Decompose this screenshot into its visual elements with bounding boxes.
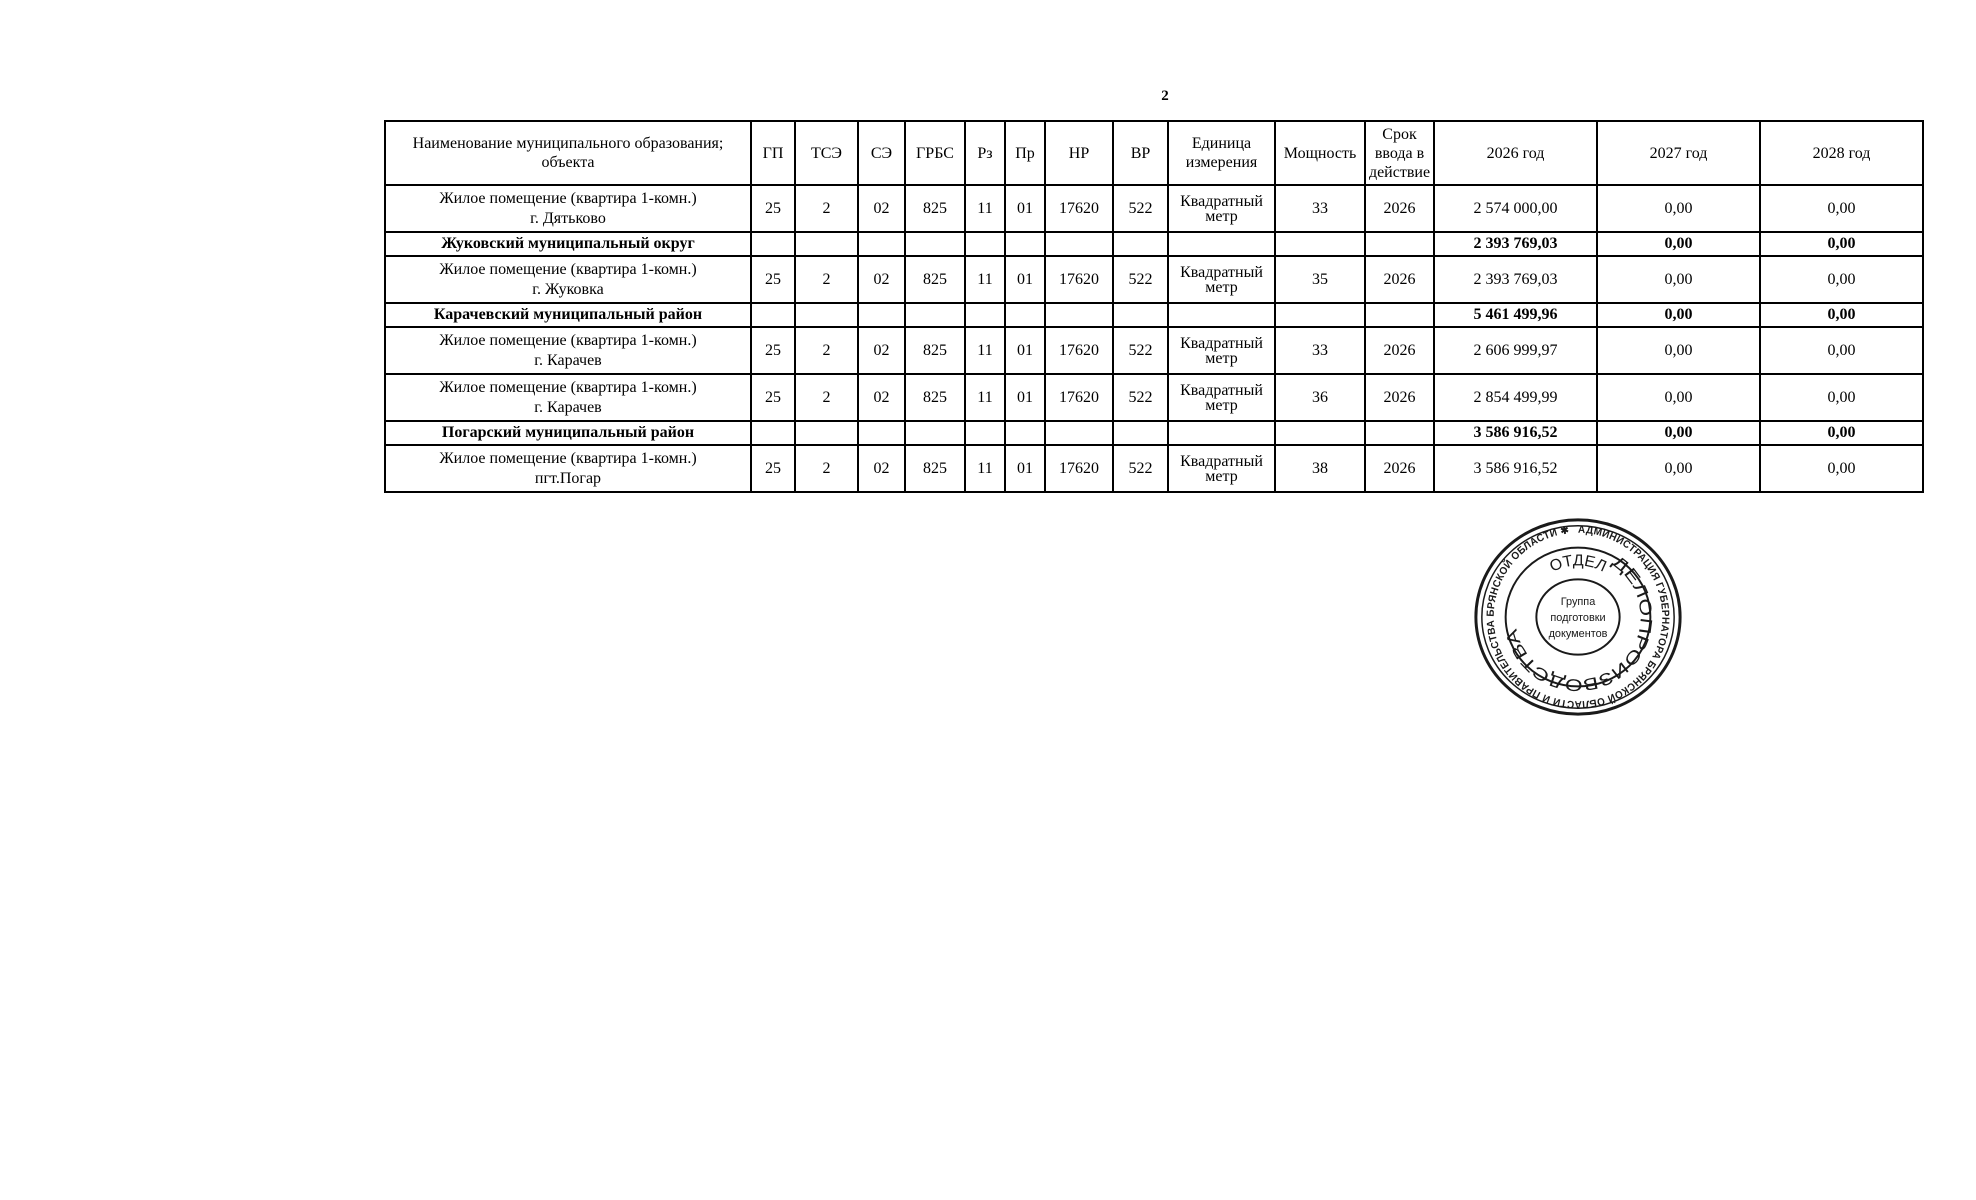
office-stamp (1464, 512, 1692, 722)
svg-text:документов: документов (1548, 627, 1608, 640)
object-name: Жилое помещение (квартира 1-комн.) (439, 260, 697, 278)
table-row (385, 445, 1923, 492)
group-name: Жуковский муниципальный округ (385, 232, 751, 256)
cell-nr: 17620 (1045, 256, 1113, 303)
cell-capacity: 38 (1275, 445, 1365, 492)
cell-tse: 2 (795, 327, 858, 374)
table-body (385, 185, 1923, 492)
cell-gp: 25 (751, 256, 795, 303)
object-name-cell (385, 256, 751, 303)
group-total-2027: 0,00 (1597, 232, 1760, 256)
cell-grbs: 825 (905, 445, 965, 492)
cell-term: 2026 (1365, 445, 1434, 492)
cell-rz: 11 (965, 256, 1005, 303)
cell-2028: 0,00 (1760, 327, 1923, 374)
group-total-2027: 0,00 (1597, 421, 1760, 445)
cell-grbs: 825 (905, 256, 965, 303)
object-name: Жилое помещение (квартира 1-комн.) (439, 449, 697, 467)
cell-pr: 01 (1005, 445, 1045, 492)
object-name-cell (385, 185, 751, 232)
cell-term: 2026 (1365, 327, 1434, 374)
group-name: Погарский муниципальный район (385, 421, 751, 445)
group-total-2028: 0,00 (1760, 303, 1923, 327)
cell-tse: 2 (795, 374, 858, 421)
object-location: г. Карачев (534, 398, 602, 416)
cell-unit: Квадратный метр (1168, 445, 1275, 492)
cell-pr: 01 (1005, 256, 1045, 303)
cell-tse: 2 (795, 445, 858, 492)
group-total-2026: 2 393 769,03 (1434, 232, 1597, 256)
object-name-cell (385, 327, 751, 374)
cell-2026: 2 606 999,97 (1434, 327, 1597, 374)
group-total-2028: 0,00 (1760, 232, 1923, 256)
header-tse: ТСЭ (795, 121, 858, 185)
cell-capacity: 36 (1275, 374, 1365, 421)
object-location: пгт.Погар (534, 469, 602, 487)
cell-2028: 0,00 (1760, 374, 1923, 421)
cell-2026: 3 586 916,52 (1434, 445, 1597, 492)
cell-pr: 01 (1005, 374, 1045, 421)
header-vr: ВР (1113, 121, 1168, 185)
cell-tse: 2 (795, 256, 858, 303)
svg-text:подготовки: подготовки (1550, 611, 1606, 624)
group-total-2028: 0,00 (1760, 421, 1923, 445)
table-row (385, 185, 1923, 232)
object-name: Жилое помещение (квартира 1-комн.) (439, 189, 697, 207)
budget-table (384, 120, 1924, 493)
cell-capacity: 35 (1275, 256, 1365, 303)
cell-nr: 17620 (1045, 445, 1113, 492)
header-capacity: Мощность (1275, 121, 1365, 185)
header-2026: 2026 год (1434, 121, 1597, 185)
object-name: Жилое помещение (квартира 1-комн.) (439, 378, 697, 396)
cell-rz: 11 (965, 327, 1005, 374)
group-row (385, 303, 1923, 327)
group-total-2026: 3 586 916,52 (1434, 421, 1597, 445)
table-row (385, 374, 1923, 421)
page-number: 2 (1161, 88, 1169, 104)
object-location: г. Жуковка (532, 280, 604, 298)
cell-term: 2026 (1365, 256, 1434, 303)
cell-grbs: 825 (905, 327, 965, 374)
object-name-cell (385, 445, 751, 492)
cell-nr: 17620 (1045, 374, 1113, 421)
cell-se: 02 (858, 374, 905, 421)
cell-2028: 0,00 (1760, 185, 1923, 232)
cell-rz: 11 (965, 445, 1005, 492)
header-se: СЭ (858, 121, 905, 185)
header-unit: Единица измерения (1168, 121, 1275, 185)
header-2028: 2028 год (1760, 121, 1923, 185)
cell-gp: 25 (751, 445, 795, 492)
cell-unit: Квадратный метр (1168, 256, 1275, 303)
cell-2027: 0,00 (1597, 445, 1760, 492)
group-total-2027: 0,00 (1597, 303, 1760, 327)
object-name-cell (385, 374, 751, 421)
cell-rz: 11 (965, 185, 1005, 232)
object-name: Жилое помещение (квартира 1-комн.) (439, 331, 697, 349)
cell-capacity: 33 (1275, 327, 1365, 374)
cell-rz: 11 (965, 374, 1005, 421)
header-row (385, 121, 1923, 185)
group-row (385, 421, 1923, 445)
stamp-center-text (1549, 596, 1608, 640)
table-row (385, 256, 1923, 303)
table-row (385, 327, 1923, 374)
cell-2027: 0,00 (1597, 185, 1760, 232)
cell-vr: 522 (1113, 327, 1168, 374)
cell-2026: 2 854 499,99 (1434, 374, 1597, 421)
cell-unit: Квадратный метр (1168, 327, 1275, 374)
cell-2027: 0,00 (1597, 327, 1760, 374)
header-nr: НР (1045, 121, 1113, 185)
header-name: Наименование муниципального образования; объекта (385, 121, 751, 185)
stamp-department-title: ОТДЕЛ (1547, 552, 1609, 576)
cell-unit: Квадратный метр (1168, 374, 1275, 421)
cell-2027: 0,00 (1597, 256, 1760, 303)
cell-vr: 522 (1113, 374, 1168, 421)
header-rz: Рз (965, 121, 1005, 185)
svg-text:Группа: Группа (1560, 596, 1596, 609)
cell-2026: 2 393 769,03 (1434, 256, 1597, 303)
cell-se: 02 (858, 256, 905, 303)
cell-vr: 522 (1113, 445, 1168, 492)
cell-nr: 17620 (1045, 185, 1113, 232)
cell-gp: 25 (751, 374, 795, 421)
cell-vr: 522 (1113, 256, 1168, 303)
cell-pr: 01 (1005, 327, 1045, 374)
cell-2028: 0,00 (1760, 445, 1923, 492)
cell-vr: 522 (1113, 185, 1168, 232)
cell-term: 2026 (1365, 374, 1434, 421)
header-gp: ГП (751, 121, 795, 185)
cell-2027: 0,00 (1597, 374, 1760, 421)
cell-se: 02 (858, 445, 905, 492)
cell-tse: 2 (795, 185, 858, 232)
header-grbs: ГРБС (905, 121, 965, 185)
header-2027: 2027 год (1597, 121, 1760, 185)
cell-grbs: 825 (905, 185, 965, 232)
cell-se: 02 (858, 185, 905, 232)
cell-pr: 01 (1005, 185, 1045, 232)
table-header (385, 121, 1923, 185)
stamp-ring-text: АДМИНИСТРАЦИЯ ГУБЕРНАТОРА БРЯНСКОЙ ОБЛАСТИ И ПРАВИТЕЛЬСТВА БРЯНСКОЙ ОБЛАСТИ ✱ (1485, 524, 1671, 710)
object-location: г. Карачев (534, 351, 602, 369)
group-name: Карачевский муниципальный район (385, 303, 751, 327)
cell-nr: 17620 (1045, 327, 1113, 374)
cell-2026: 2 574 000,00 (1434, 185, 1597, 232)
cell-se: 02 (858, 327, 905, 374)
header-term: Срок ввода в действие (1365, 121, 1434, 185)
cell-unit: Квадратный метр (1168, 185, 1275, 232)
group-total-2026: 5 461 499,96 (1434, 303, 1597, 327)
stamp-department-name: ДЕЛОПРОИЗВОДСТВА (1502, 551, 1656, 695)
object-location: г. Дятьково (530, 209, 606, 227)
cell-gp: 25 (751, 327, 795, 374)
cell-gp: 25 (751, 185, 795, 232)
cell-grbs: 825 (905, 374, 965, 421)
cell-term: 2026 (1365, 185, 1434, 232)
group-row (385, 232, 1923, 256)
cell-2028: 0,00 (1760, 256, 1923, 303)
cell-capacity: 33 (1275, 185, 1365, 232)
header-pr: Пр (1005, 121, 1045, 185)
